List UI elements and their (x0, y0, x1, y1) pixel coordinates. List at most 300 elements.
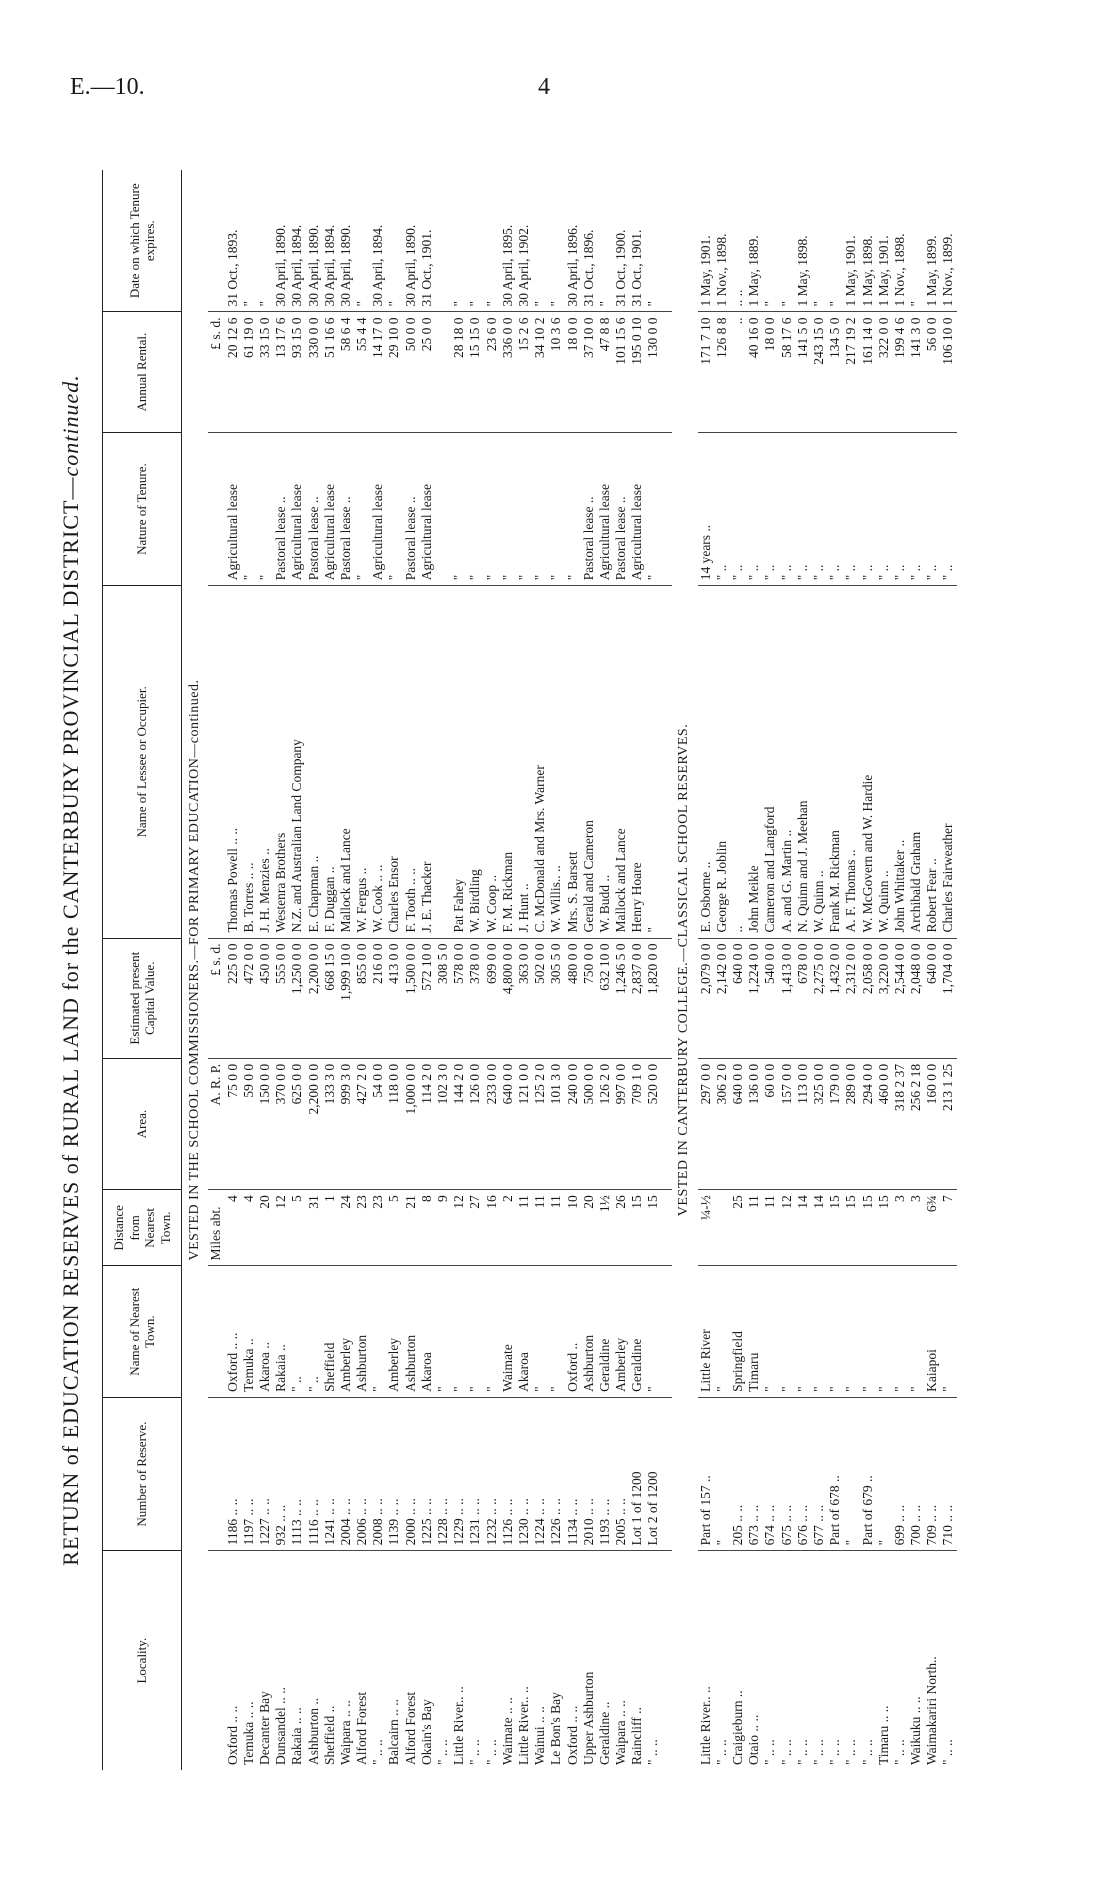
cell-locality: Geraldine .. (597, 1551, 613, 1770)
cell-nearest-town: Little River (698, 1266, 714, 1397)
cell-locality: Balcairn .. .. (386, 1551, 402, 1770)
cell-area: 113 0 0 (795, 1058, 811, 1189)
cell-distance: 8 (419, 1190, 435, 1266)
cell-rental: 58 6 4 (338, 312, 354, 432)
cell-area: 325 0 0 (811, 1058, 827, 1189)
title-text: RETURN of EDUCATION RESERVES of RURAL LAND for the CANTERBURY PROVINCIAL DISTRICT— (58, 476, 83, 1566)
cell-tenure: " .. (795, 432, 811, 585)
cell-distance: 11 (746, 1190, 762, 1266)
cell-locality: " .. .. (827, 1551, 843, 1770)
cell-distance: 11 (516, 1190, 532, 1266)
cell-rental: 25 0 0 (419, 312, 435, 432)
cell-locality: Sheffield .. (322, 1551, 338, 1770)
cell-tenure: " .. (827, 432, 843, 585)
cell-tenure: " (386, 432, 402, 585)
col-tenure: Nature of Tenure. (103, 432, 182, 585)
cell-locality: Dunsandel .. .. (273, 1551, 289, 1770)
cell-locality: " .. .. (714, 1551, 730, 1770)
cell-tenure: Pastoral lease .. (273, 432, 289, 585)
cell-lessee: Charles Fairweather (940, 586, 956, 938)
col-locality: Locality. (103, 1551, 182, 1770)
cell-capital-value: 540 0 0 (762, 938, 778, 1058)
cell-area: 59 0 0 (241, 1058, 257, 1189)
cell-reserve-number: 675 .. .. (779, 1397, 795, 1550)
cell-nearest-town: " (908, 1266, 924, 1397)
cell-distance: 10 (565, 1190, 581, 1266)
cell-capital-value: 216 0 0 (370, 938, 386, 1058)
cell-distance: 4 (241, 1190, 257, 1266)
cell-area: 460 0 0 (876, 1058, 892, 1189)
table-row (714, 170, 730, 1770)
cell-lessee: J. Hunt .. (516, 586, 532, 938)
cell-locality: " .. .. (484, 1551, 500, 1770)
cell-expiry: 30 April, 1890. (402, 224, 418, 307)
cell-reserve-number: 700 .. .. (908, 1397, 924, 1550)
cell-distance: 23 (370, 1190, 386, 1266)
cell-area: 1,000 0 0 (403, 1058, 419, 1189)
cell-expiry: " (762, 300, 778, 307)
cell-reserve-number: 709 .. .. (924, 1397, 940, 1550)
cell-nearest-town: " (860, 1266, 876, 1397)
cell-area: 297 0 0 (698, 1058, 714, 1189)
cell-nearest-town: Geraldine (597, 1266, 613, 1397)
cell-area: 213 1 25 (940, 1058, 956, 1189)
table-row (532, 170, 548, 1770)
cell-expiry: 1 May, 1901. (697, 235, 713, 307)
cell-distance: 7 (940, 1190, 956, 1266)
cell-reserve-number: Lot 2 of 1200 (645, 1397, 661, 1550)
cell-reserve-number: 699 .. .. (892, 1397, 908, 1550)
cell-locality: Waikuku .. .. (908, 1551, 924, 1770)
cell-rental: 141 3 0 (908, 312, 924, 432)
cell-expiry: " (532, 300, 548, 307)
cell-area: 157 0 0 (779, 1058, 795, 1189)
cell-nearest-town: Ashburton (581, 1266, 597, 1397)
cell-lessee: Henry Hoare (629, 586, 645, 938)
cell-reserve-number: 1225 .. .. (419, 1397, 435, 1550)
cell-capital-value: 2,048 0 0 (908, 938, 924, 1058)
cell-reserve-number: 1241 .. .. (322, 1397, 338, 1550)
cell-tenure: " (565, 432, 581, 585)
cell-expiry: 1 May, 1898. (859, 235, 875, 307)
cell-locality: Ashburton .. (306, 1551, 322, 1770)
cell-distance: 3 (892, 1190, 908, 1266)
cell-rental: 217 19 2 (843, 312, 859, 432)
cell-expiry: 30 April, 1894. (321, 224, 337, 307)
cell-capital-value: 2,142 0 0 (714, 938, 730, 1058)
cell-capital-value: 2,275 0 0 (811, 938, 827, 1058)
cell-locality: Upper Ashburton (581, 1551, 597, 1770)
cell-reserve-number: Lot 1 of 1200 (629, 1397, 645, 1550)
cell-capital-value: 632 10 0 (597, 938, 613, 1058)
cell-reserve-number: 2010 .. .. (581, 1397, 597, 1550)
cell-rental: 161 14 0 (860, 312, 876, 432)
cell-area: 102 3 0 (435, 1058, 451, 1189)
cell-expiry: 1 Nov., 1898. (713, 233, 729, 307)
cell-expiry: " (451, 300, 467, 307)
table-row (435, 170, 451, 1770)
cell-lessee: A. F. Thomas .. (843, 586, 859, 938)
cell-capital-value: 2,837 0 0 (629, 938, 645, 1058)
cell-locality: " .. .. (860, 1551, 876, 1770)
table-row (565, 170, 581, 1770)
cell-tenure: Agricultural lease (225, 432, 241, 585)
cell-capital-value: 572 10 0 (419, 938, 435, 1058)
table-row (322, 170, 338, 1770)
cell-tenure: " .. (730, 432, 746, 585)
cell-reserve-number: 1229 .. .. (451, 1397, 467, 1550)
cell-area: 54 0 0 (370, 1058, 386, 1189)
cell-nearest-town: " (548, 1266, 564, 1397)
cell-capital-value: 308 5 0 (435, 938, 451, 1058)
cell-area: 160 0 0 (924, 1058, 940, 1189)
cell-reserve-number: 1116 .. .. (306, 1397, 322, 1550)
cell-lessee: W. Budd .. (597, 586, 613, 938)
cell-reserve-number: Part of 679 .. (860, 1397, 876, 1550)
cell-tenure: " .. (779, 432, 795, 585)
cell-distance: 1 (322, 1190, 338, 1266)
cell-lessee: E. Osborne .. (698, 586, 714, 938)
cell-lessee: F. Tooth .. .. (403, 586, 419, 938)
cell-rental: 20 12 6 (225, 312, 241, 432)
cell-tenure: " (645, 432, 661, 585)
cell-distance: 26 (613, 1190, 629, 1266)
cell-distance: 11 (548, 1190, 564, 1266)
cell-rental: .. (730, 312, 746, 432)
cell-nearest-town: Ashburton (354, 1266, 370, 1397)
cell-rental: 199 4 6 (892, 312, 908, 432)
cell-lessee: .. (730, 586, 746, 938)
cell-reserve-number: " (843, 1397, 859, 1550)
col-reserve-number: Number of Reserve. (103, 1397, 182, 1550)
cell-expiry: 30 April, 1902. (515, 224, 531, 307)
cell-lessee: F. M. Rickman (500, 586, 516, 938)
col-distance: Distance from Nearest Town. (103, 1190, 182, 1266)
cell-rental: 101 15 6 (613, 312, 629, 432)
cell-lessee: Cameron and Langford (762, 586, 778, 938)
cell-expiry: " (810, 300, 826, 307)
cell-reserve-number: 677 .. .. (811, 1397, 827, 1550)
cell-nearest-town: " (892, 1266, 908, 1397)
table-row (241, 170, 257, 1770)
cell-lessee: W. Quinn .. (811, 586, 827, 938)
cell-lessee: " (645, 586, 661, 938)
cell-distance: 5 (289, 1190, 305, 1266)
cell-tenure: " .. (892, 432, 908, 585)
cell-nearest-town: " (762, 1266, 778, 1397)
cell-reserve-number: 932 .. .. (273, 1397, 289, 1550)
cell-tenure: Agricultural lease (629, 432, 645, 585)
cell-capital-value: 225 0 0 (225, 938, 241, 1058)
cell-distance: 1½ (597, 1190, 613, 1266)
cell-capital-value: 363 0 0 (516, 938, 532, 1058)
cell-locality: Rakaia .. .. (289, 1551, 305, 1770)
cell-rental: 47 8 8 (597, 312, 613, 432)
cell-capital-value: 4,800 0 0 (500, 938, 516, 1058)
cell-distance: 9 (435, 1190, 451, 1266)
cell-nearest-town: Kaiapoi (924, 1266, 940, 1397)
cell-tenure: " (354, 432, 370, 585)
cell-tenure: Agricultural lease (419, 432, 435, 585)
cell-locality: Waimakariri North.. (924, 1551, 940, 1770)
table-body (182, 170, 957, 1770)
cell-locality: " .. .. (779, 1551, 795, 1770)
cell-reserve-number: Part of 157 .. (698, 1397, 714, 1550)
cell-capital-value: 699 0 0 (484, 938, 500, 1058)
cell-locality: " .. .. (795, 1551, 811, 1770)
cell-expiry: " (483, 300, 499, 307)
cell-locality: Alford Forest (354, 1551, 370, 1770)
cell-reserve-number: 1186 .. .. (225, 1397, 241, 1550)
cell-lessee: N. Quinn and J. Meehan (795, 586, 811, 938)
cell-tenure: " .. (811, 432, 827, 585)
cell-nearest-town: Sheffield (322, 1266, 338, 1397)
cell-distance: 23 (354, 1190, 370, 1266)
cell-nearest-town: Amberley (613, 1266, 629, 1397)
col-expiry: Date on which Tenure expires. (103, 170, 182, 312)
cell-area: 370 0 0 (273, 1058, 289, 1189)
cell-tenure: " .. (876, 432, 892, 585)
cell-locality: Little River.. .. (698, 1551, 714, 1770)
cell-rental: 336 0 0 (500, 312, 516, 432)
table-row (940, 170, 956, 1770)
cell-nearest-town: " (811, 1266, 827, 1397)
cell-distance: 5 (386, 1190, 402, 1266)
cell-area: 126 2 0 (597, 1058, 613, 1189)
cell-lessee: Charles Ensor (386, 586, 402, 938)
cell-reserve-number: 1139 .. .. (386, 1397, 402, 1550)
cell-locality: Raincliff .. (629, 1551, 645, 1770)
cell-expiry: .. .. (730, 289, 745, 307)
cell-distance: 12 (273, 1190, 289, 1266)
table-row (273, 170, 289, 1770)
cell-distance: 12 (451, 1190, 467, 1266)
cell-rental: 14 17 0 (370, 312, 386, 432)
cell-expiry: 30 April, 1890. (273, 224, 289, 307)
cell-rental: 13 17 6 (273, 312, 289, 432)
cell-reserve-number: 1230 .. .. (516, 1397, 532, 1550)
cell-tenure: " .. (860, 432, 876, 585)
cell-reserve-number: 2006 .. .. (354, 1397, 370, 1550)
cell-nearest-town: " (451, 1266, 467, 1397)
cell-lessee: J. E. Thacker (419, 586, 435, 938)
cell-area: 101 3 0 (548, 1058, 564, 1189)
cell-nearest-town: " (645, 1266, 661, 1397)
cell-lessee: W. Coop .. (484, 586, 500, 938)
header-code: E.—10. (70, 74, 145, 100)
cell-reserve-number: 1126 .. .. (500, 1397, 516, 1550)
cell-tenure: " (257, 432, 273, 585)
cell-capital-value: 480 0 0 (565, 938, 581, 1058)
cell-reserve-number: Part of 678 .. (827, 1397, 843, 1550)
cell-rental: 23 6 0 (484, 312, 500, 432)
unit-capital: £ s. d. (208, 938, 224, 1058)
cell-area: 2,200 0 0 (306, 1058, 322, 1189)
cell-distance: 15 (876, 1190, 892, 1266)
cell-expiry: 30 April, 1890. (305, 224, 321, 307)
cell-locality: Waipara .. .. (338, 1551, 354, 1770)
cell-distance: 4 (225, 1190, 241, 1266)
cell-rental: 10 3 6 (548, 312, 564, 432)
cell-locality: " .. .. (467, 1551, 483, 1770)
cell-rental: 93 15 0 (289, 312, 305, 432)
cell-expiry: 30 April, 1894. (289, 224, 305, 307)
cell-tenure: " .. (940, 432, 956, 585)
table-row (613, 170, 629, 1770)
table-row (779, 170, 795, 1770)
cell-locality: Alford Forest (403, 1551, 419, 1770)
cell-lessee: John Meikle (746, 586, 762, 938)
cell-expiry: 1 May, 1901. (875, 235, 891, 307)
section-heading-row (182, 170, 209, 1770)
cell-capital-value: 2,079 0 0 (698, 938, 714, 1058)
cell-area: 427 2 0 (354, 1058, 370, 1189)
cell-expiry: " (778, 300, 794, 307)
cell-tenure: Pastoral lease .. (338, 432, 354, 585)
cell-rental: 50 0 0 (403, 312, 419, 432)
cell-capital-value: 1,246 5 0 (613, 938, 629, 1058)
cell-tenure: " (548, 432, 564, 585)
cell-capital-value: 1,413 0 0 (779, 938, 795, 1058)
cell-expiry: " (596, 300, 612, 307)
cell-expiry: " (908, 300, 924, 307)
cell-lessee: C. McDonald and Mrs. Warner (532, 586, 548, 938)
cell-area: 136 0 0 (746, 1058, 762, 1189)
table-row (548, 170, 564, 1770)
cell-locality: " .. .. (892, 1551, 908, 1770)
cell-capital-value: 305 5 0 (548, 938, 564, 1058)
cell-nearest-town: " (484, 1266, 500, 1397)
cell-nearest-town: " .. (289, 1266, 305, 1397)
table-row (581, 170, 597, 1770)
cell-tenure: " (516, 432, 532, 585)
cell-tenure: Pastoral lease .. (581, 432, 597, 585)
cell-tenure: " (532, 432, 548, 585)
table-row (257, 170, 273, 1770)
cell-reserve-number: 2005 .. .. (613, 1397, 629, 1550)
table-row (746, 170, 762, 1770)
cell-rental: 141 5 0 (795, 312, 811, 432)
cell-expiry: " (256, 300, 272, 307)
col-nearest-town: Name of Nearest Town. (103, 1266, 182, 1397)
cell-capital-value: 750 0 0 (581, 938, 597, 1058)
cell-locality: Little River.. .. (516, 1551, 532, 1770)
header-row (103, 170, 182, 1770)
cell-nearest-town: Amberley (386, 1266, 402, 1397)
cell-expiry: 30 April, 1896. (564, 224, 580, 307)
cell-reserve-number: 1197 .. .. (241, 1397, 257, 1550)
cell-locality: Oxford .. .. (225, 1551, 241, 1770)
cell-area: 126 0 0 (467, 1058, 483, 1189)
cell-expiry: 30 April, 1890. (337, 224, 353, 307)
cell-area: 306 2 0 (714, 1058, 730, 1189)
cell-rental: 15 15 0 (467, 312, 483, 432)
cell-reserve-number: 676 .. .. (795, 1397, 811, 1550)
cell-expiry: " (645, 300, 661, 307)
cell-nearest-town: Akaroa (516, 1266, 532, 1397)
cell-rental: 51 16 6 (322, 312, 338, 432)
cell-area: 121 0 0 (516, 1058, 532, 1189)
cell-capital-value: 1,250 0 0 (289, 938, 305, 1058)
cell-distance: 24 (338, 1190, 354, 1266)
cell-capital-value: 450 0 0 (257, 938, 273, 1058)
cell-area: 289 0 0 (843, 1058, 859, 1189)
section-heading: VESTED IN CANTERBURY COLLEGE.—CLASSICAL SCHOOL RESERVES. (676, 723, 692, 1217)
cell-distance: 27 (467, 1190, 483, 1266)
cell-expiry: 31 Oct., 1900. (613, 229, 629, 307)
cell-capital-value: 2,544 0 0 (892, 938, 908, 1058)
cell-expiry: 1 May, 1899. (924, 235, 940, 307)
cell-expiry: 1 Nov., 1899. (940, 233, 956, 307)
cell-distance: ¼-½ (698, 1190, 714, 1266)
cell-lessee (435, 586, 451, 938)
cell-locality: Le Bon's Bay (548, 1551, 564, 1770)
cell-tenure: " .. (843, 432, 859, 585)
cell-locality: Timaru .. .. (876, 1551, 892, 1770)
cell-tenure: 14 years .. (698, 432, 714, 585)
table-row (451, 170, 467, 1770)
cell-rental: 330 0 0 (306, 312, 322, 432)
cell-lessee: W. Fergus .. (354, 586, 370, 938)
table-row (892, 170, 908, 1770)
cell-tenure: " (241, 432, 257, 585)
table-row (419, 170, 435, 1770)
cell-expiry: " (827, 300, 843, 307)
cell-rental: 243 15 0 (811, 312, 827, 432)
cell-capital-value: 3,220 0 0 (876, 938, 892, 1058)
cell-locality: Otaio .. .. (746, 1551, 762, 1770)
cell-tenure: " (500, 432, 516, 585)
cell-lessee: W. Cook .. .. (370, 586, 386, 938)
cell-expiry: 31 Oct., 1893. (224, 229, 240, 307)
cell-tenure: " (484, 432, 500, 585)
col-rental: Annual Rental. (103, 312, 182, 432)
cell-distance: 6¾ (924, 1190, 940, 1266)
cell-lessee: Frank M. Rickman (827, 586, 843, 938)
section-heading: VESTED IN THE SCHOOL COMMISSIONERS.—FOR PRIMARY EDUCATION—continued. (186, 679, 202, 1261)
cell-expiry: " (467, 300, 483, 307)
cell-area: 640 0 0 (730, 1058, 746, 1189)
cell-locality: " .. .. (811, 1551, 827, 1770)
reserves-table (102, 170, 957, 1770)
cell-rental: 171 7 10 (698, 312, 714, 432)
cell-reserve-number: 1226 .. .. (548, 1397, 564, 1550)
cell-distance: 15 (629, 1190, 645, 1266)
cell-distance: 20 (581, 1190, 597, 1266)
cell-capital-value: 502 0 0 (532, 938, 548, 1058)
cell-capital-value: 413 0 0 (386, 938, 402, 1058)
cell-rental: 195 0 10 (629, 312, 645, 432)
cell-lessee: E. Chapman .. (306, 586, 322, 938)
cell-rental: 61 19 0 (241, 312, 257, 432)
cell-lessee: Mallock and Lance (613, 586, 629, 938)
cell-lessee: Westenra Brothers (273, 586, 289, 938)
cell-nearest-town: " (532, 1266, 548, 1397)
cell-distance: 16 (484, 1190, 500, 1266)
table-row (698, 170, 714, 1770)
cell-nearest-town: " (779, 1266, 795, 1397)
cell-expiry: 1 May, 1901. (843, 235, 859, 307)
cell-locality: Craigieburn .. (730, 1551, 746, 1770)
cell-nearest-town: Timaru (746, 1266, 762, 1397)
cell-expiry: " (548, 300, 564, 307)
cell-rental: 33 15 0 (257, 312, 273, 432)
cell-nearest-town: Oxford .. .. (225, 1266, 241, 1397)
cell-reserve-number: " (876, 1397, 892, 1550)
cell-area: 144 2 0 (451, 1058, 467, 1189)
cell-nearest-town: Oxford .. (565, 1266, 581, 1397)
cell-distance (714, 1190, 730, 1266)
